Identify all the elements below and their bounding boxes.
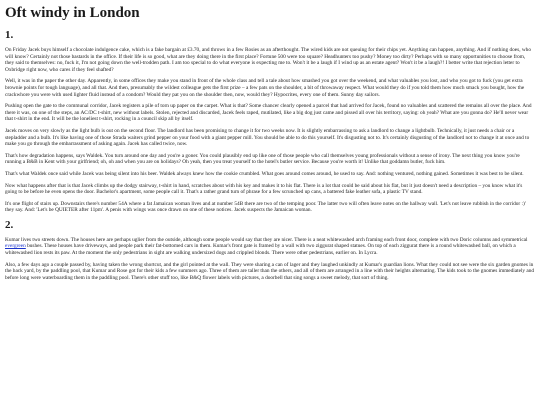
paragraph: It's one flight of stairs up. Downstairs there's number 54A where a fat Jamaican woman lives and at number 54B there are two of the temping poor. The latter two will often leave notes on the hallway wall. 'Let's not leave rubbish in the corridor :)' they say. And: 'Let's be QUIETER after 11pm'. A penis with wings was once drawn on one of these notices. Jacek suspects the Jamaican woman. [5, 200, 526, 214]
evergreen-link[interactable]: evergreen [5, 243, 26, 250]
section-heading-2: 2. [5, 218, 14, 231]
paragraph: Jacek moves on very slowly as the light bulb is out on the second floor. The landlord has been promising to change it for two weeks now. It is slightly embarrassing to ask a landlord to change a lightbulb. Technically, it just needs a chair or a stepladder and a bulb. It's like having one of those Strada waiters grind pepper on your food with a giant pepper mill. You should be able to do this yourself. It's disgusting not to. It's certainly disgusting of the landlord not to change it at once and to make you go through the embarrassment of asking again. Jacek has called twice, now. [5, 127, 530, 148]
paragraph-with-link [5, 237, 535, 257]
paragraph-text: bushes. These houses have driveways, and people park their fat-bottomed cars in them. Kumar's front gate is framed by a wall with two ziggurat shaped statues. On top of each ziggurat there is a round whitewashed ball, on which a whitewashed lion rests its paw. At the moment the only pedestrians in sight are walking undersized dogs and crippled blonds. There were other pedestrians, earlier on. In Lycra. [5, 243, 516, 257]
paragraph: Pushing open the gate to the communal corridor, Jacek registers a pile of torn up paper on the carpet. What is that? Some chancer clearly opened a parcel that had arrived for Jacek, found no valuables and scattered the remains all over the place. And there it was, on one of the steps, an AC/DC t-shirt, new without labels. Stolen, rejected and discarded, Jacek feels raped, mutilated, like a big dog just came and pissed all over his territory, saying: oh yeah? What are you gonna do? He'll never wear that t-shirt in the end. It will be the loneliest t-shirt, rocking in a council skip all by itself. [5, 103, 532, 123]
paragraph: That's what Waldek once said while Jacek was being silent into his beer. Waldek always knew how the cookie crumbled. What goes around comes around, he used to say. And: nothing ventured, nothing gained. Sometimes it was best to be silent. [5, 170, 524, 177]
paragraph: Now what happens after that is that Jacek climbs up the dodgy stairway, t-shirt in hand, scratches about with his key and makes it to his flat. There is a lot that could be said about his flat, but it just doesn't need a description – you know what it's going to be before he even opens the door. Bachelor's apartment, some people call it. That's a rather grand turn of phrase for a few scrunched up cans, a battered fake leather sofa, a plastic TV stand. [5, 182, 523, 196]
paragraph: On Friday Jacek buys himself a chocolate indulgence cake, which is a fake bargain at £3.70, and throws in a few Rosies as an afterthought. The wired kids are not queuing for their chips yet. Anything can happen, anything. And if nothing does, who will know? Certainly not those bastards in the office. If their life is so good, what are they doing there in the first place? Fortune 500 were too square? Headhunters too pushy? Money too dirty? Perhaps with so many opportunities to choose from, they said to themselves: no, fuck it, I'm not going down the well-trodden path. I am too special to do what everyone is expecting me to. Won't it be a laugh if I wind up as an estate agent? Won't it be a laugh?! I better write that rejection letter to Oxbridge right now, who cares if they feel shafted? [5, 47, 531, 73]
paragraph: Well, it was in the paper the other day. Apparently, in some offices they make you stand in front of the whole class and tell a tale about how smashed you got over the weekend, and what valuables you lost, and who you got to fuck (you get extra brownie points for tough language), and all that. And then, presumably the wildest colleague gets the first prize – a few pats on the shoulder, a bit of throwaway respect. What would they do if you told them how much smack you bought, how the crackwhore you were with used lighter fluid instead of a condom? Would they pat you on the shoulder then, now, would they? Hypocrites, every one of them. Sunny day sailors. [5, 78, 525, 98]
paragraph: That's how degradation happens, says Waldek. You turn around one day and you're a goner. You could plausibly end up like one of those people who call themselves young professionals without a sense of irony. The next thing you know you're running a B&B in Kent with your girlfriend; oh, oh and when you are on holidays? Oh yeah, then you treat yourself to the hotel's butler service. Because you're worth it! Unlike that goddamn butler, fuck him. [5, 152, 520, 166]
paragraph: Also, a few days ago a couple passed by, having taken the wrong shortcut, and the girl pointed at the wall. They were sharing a can of lager and they laughed unkindly at Kumar's guardian lions. What they could not see were the six garden gnomes in the back yard, by the paddling pool, that Kumar and Rose got for their kids a few summers ago. Three of them are taller than the others, and all of them are arranged in a line with their heights alternating. The kids took to the gnomes immediately and before long were waterboarding them in the paddling pool. There's other stuff too, like B&Q flower labels with pictures, a doorbell that sing songs a sweet melody, that sort of thing. [5, 261, 535, 281]
paragraph-text: Kumar lives two streets down. The houses here are perhaps uglier from the outside, although some people would say that they are nicer. There is a neat whitewashed arch framing each front door, complete with two Doric columns and symmetrical [5, 236, 528, 243]
section-heading-1: 1. [5, 29, 14, 41]
page-title: Oft windy in London [5, 5, 140, 21]
